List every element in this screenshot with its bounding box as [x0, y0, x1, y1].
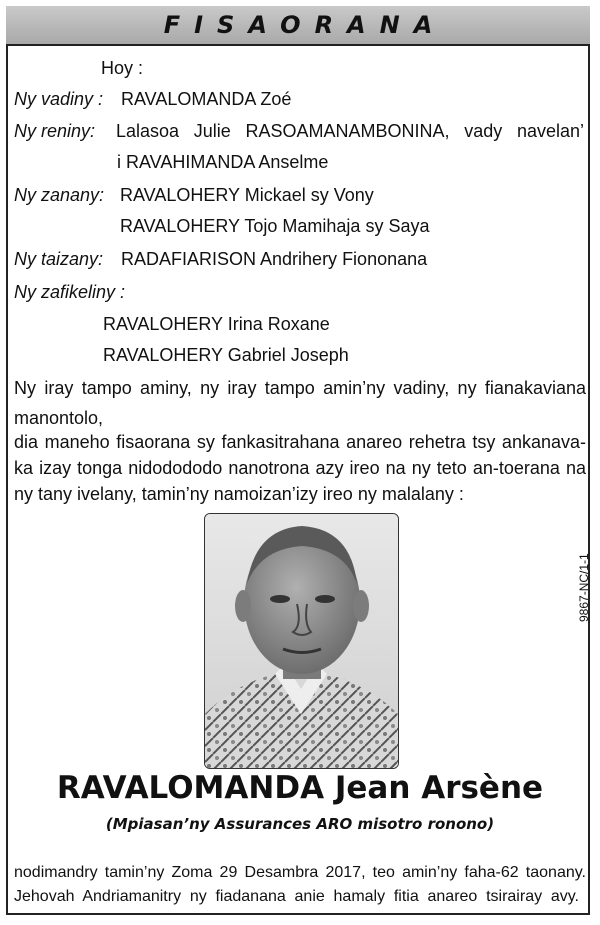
closing-line-2: Jehovah Andriamanitry ny fiadanana anie hamaly fitia anareo tsirairay avy. — [14, 888, 579, 905]
value-zanany-line2: RAVALOHERY Tojo Mamihaja sy Saya — [120, 216, 430, 236]
reference-code: 9867-NC/1-1 — [577, 553, 591, 622]
value-vadiny: RAVALOMANDA Zoé — [121, 89, 292, 109]
label-taizany: Ny taizany: — [14, 249, 104, 269]
value-zafikeliny-1: RAVALOHERY Irina Roxane — [103, 314, 330, 334]
notice-header — [6, 6, 590, 46]
value-zafikeliny-2: RAVALOHERY Gabriel Joseph — [103, 345, 349, 365]
paragraph-line-5: ny tany ivelany, tamin’ny namoizan’izy ireo ny malalany : — [14, 484, 464, 504]
deceased-role: (Mpiasan’ny Assurances ARO misotro ronono) — [105, 815, 495, 833]
paragraph-line-3: dia maneho fisaorana sy fankasitrahana anareo rehetra tsy ankanava- — [14, 432, 586, 452]
value-reniny-line1: Lalasoa Julie RASOAMANAMBONINA, vady navelan’ — [116, 121, 584, 141]
value-reniny-line2: i RAVAHIMANDA Anselme — [117, 152, 329, 172]
portrait-photo — [204, 513, 399, 769]
value-taizany: RADAFIARISON Andrihery Fiononana — [121, 249, 428, 269]
closing-line-1: nodimandry tamin’ny Zoma 29 Desambra 2017, teo amin’ny faha-62 taonany. — [14, 864, 586, 881]
paragraph-line-4: ka izay tonga nidodododo nanotrona azy ireo na ny teto an-toerana na — [14, 458, 586, 478]
paragraph-line-1: Ny iray tampo aminy, ny iray tampo amin’ny vadiny, ny fianakaviana — [14, 378, 586, 398]
value-zanany-line1: RAVALOHERY Mickael sy Vony — [120, 185, 374, 205]
paragraph-line-2: manontolo, — [14, 408, 104, 428]
intro-text: Hoy : — [101, 58, 144, 78]
label-zanany: Ny zanany: — [14, 185, 105, 205]
label-zafikeliny: Ny zafikeliny : — [14, 282, 126, 302]
label-reniny: Ny reniny: — [14, 121, 96, 141]
notice-title: FISAORANA — [163, 11, 447, 39]
deceased-name: RAVALOMANDA Jean Arsène — [56, 770, 544, 806]
label-vadiny: Ny vadiny : — [14, 89, 104, 109]
